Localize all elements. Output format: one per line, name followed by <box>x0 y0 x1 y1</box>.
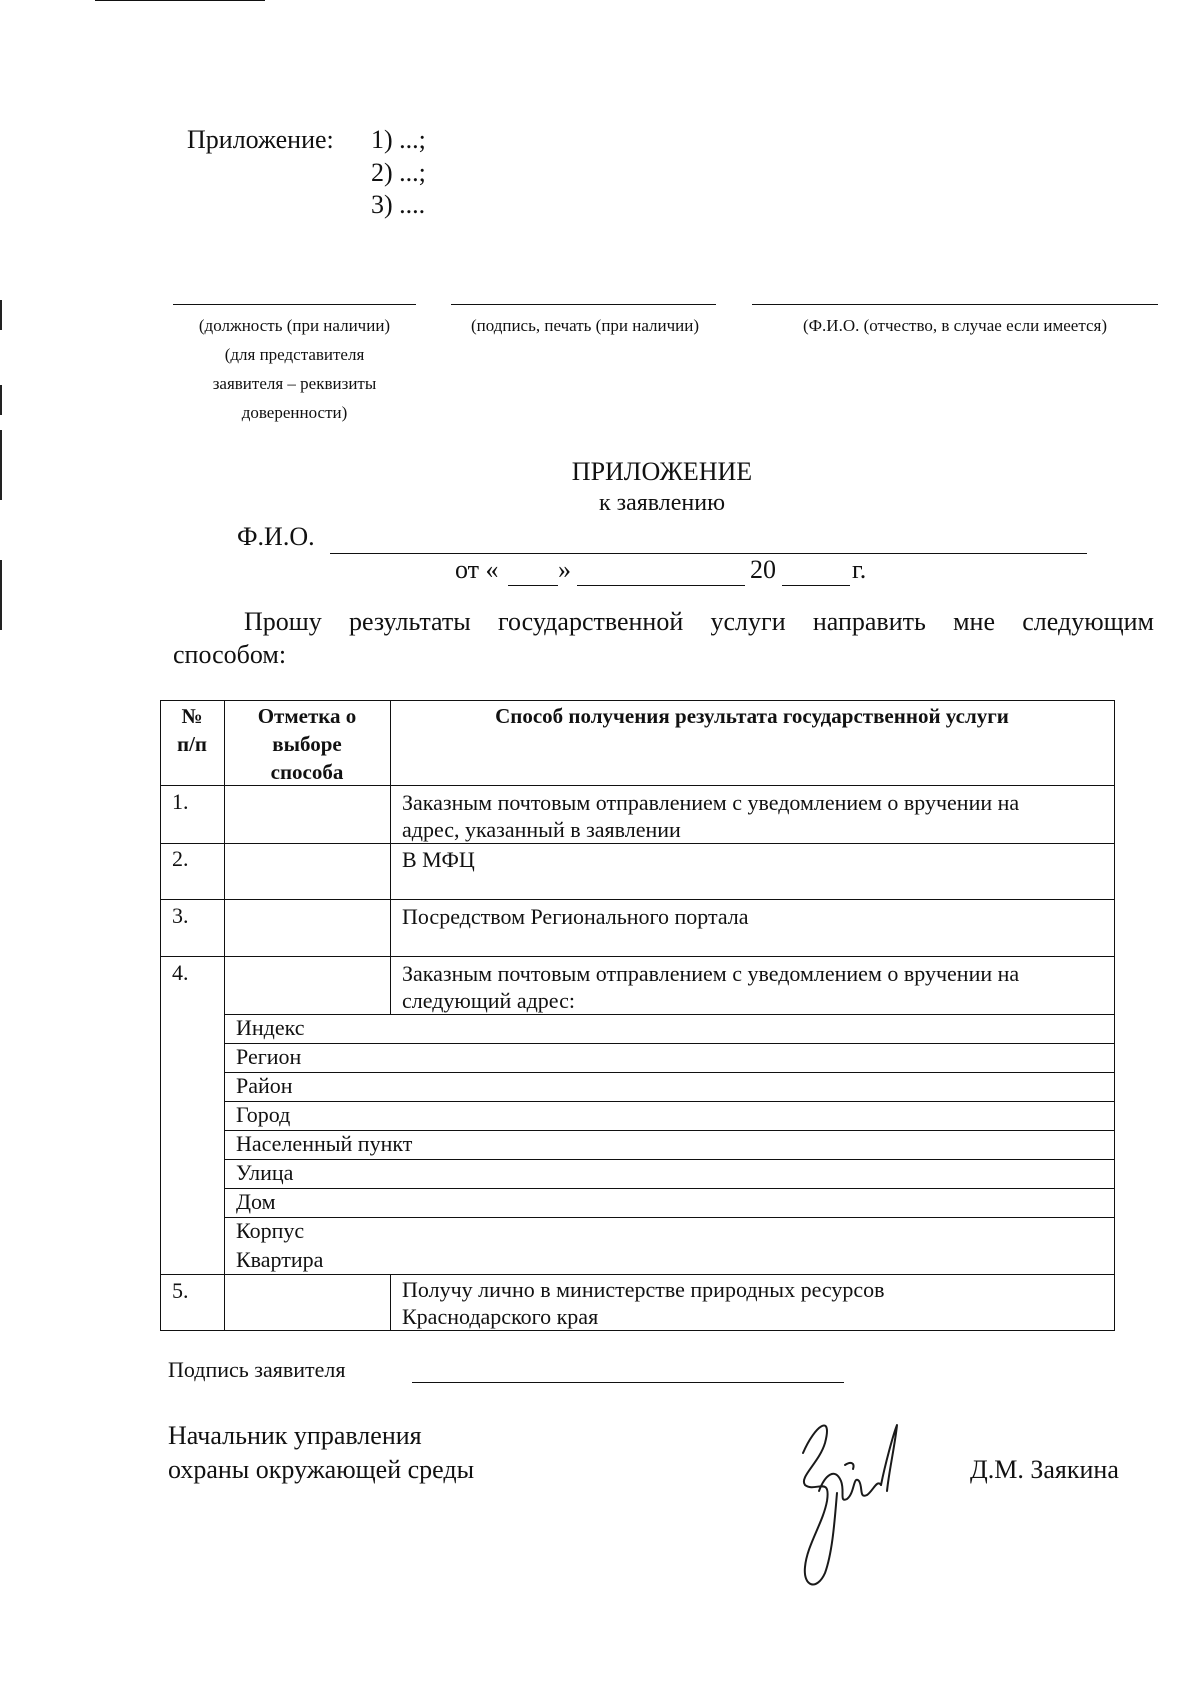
attachments-label: Приложение: <box>187 125 334 154</box>
applicant-signature-line <box>412 1382 844 1383</box>
fio-label: Ф.И.О. <box>237 522 315 551</box>
row-num: 2. <box>172 846 189 871</box>
table-border <box>1114 700 1115 1331</box>
table-border <box>224 1101 1115 1102</box>
address-field-city: Город <box>236 1102 291 1127</box>
row-num: 3. <box>172 903 189 928</box>
signature-line <box>451 304 716 305</box>
scan-mark <box>0 560 2 630</box>
applicant-signature-label: Подпись заявителя <box>168 1357 346 1382</box>
date-month-line <box>577 585 745 586</box>
row-num: 4. <box>172 960 189 985</box>
row-method: Получу лично в министерстве природных ресурсов Краснодарского края <box>402 1277 885 1329</box>
footer-name: Д.М. Заякина <box>970 1455 1119 1484</box>
fio-line <box>752 304 1158 305</box>
table-border <box>224 1072 1115 1073</box>
attachment-item-2: 2) ...; <box>371 158 426 187</box>
row-method: В МФЦ <box>402 847 475 872</box>
signature-caption: (подпись, печать (при наличии) <box>470 316 700 335</box>
row-mark-cell[interactable] <box>224 843 390 899</box>
address-field-district: Район <box>236 1073 293 1098</box>
table-border <box>224 1188 1115 1189</box>
address-field-region: Регион <box>236 1044 302 1069</box>
handwritten-signature <box>785 1405 915 1595</box>
row-mark-cell[interactable] <box>224 785 390 843</box>
header-method: Способ получения результата государственной услуги <box>495 704 1009 728</box>
delivery-method-table <box>160 700 1115 1331</box>
request-line-2: способом: <box>173 640 287 669</box>
address-field-building: Корпус <box>236 1218 305 1243</box>
date-suffix: г. <box>852 555 867 584</box>
scan-mark <box>0 385 2 415</box>
address-field-house: Дом <box>236 1189 276 1214</box>
fio-caption: (Ф.И.О. (отчество, в случае если имеется) <box>802 316 1108 335</box>
row-mark-cell[interactable] <box>224 899 390 956</box>
scan-mark <box>0 300 2 330</box>
row-method: Посредством Регионального портала <box>402 904 749 929</box>
row-mark-cell[interactable] <box>224 956 390 1014</box>
table-border <box>390 700 391 1014</box>
attachment-item-1: 1) ...; <box>371 125 426 154</box>
date-year: 20 <box>750 555 776 584</box>
request-line-1: Прошу результаты государственной услуги направить мне следующим <box>244 607 1154 636</box>
footer-position-2: охраны окружающей среды <box>168 1455 475 1484</box>
table-border <box>160 700 161 1331</box>
table-border <box>224 1217 1115 1218</box>
row-num: 5. <box>172 1278 189 1303</box>
header-num: № п/п <box>176 704 208 756</box>
appendix-subtitle: к заявлению <box>598 490 726 516</box>
row-method: Заказным почтовым отправлением с уведомлением о вручении на адрес, указанный в заявлении <box>402 790 1020 842</box>
table-border <box>224 1043 1115 1044</box>
top-line <box>95 0 265 1</box>
table-border <box>160 700 1115 701</box>
date-day-line <box>508 585 558 586</box>
date-year-line <box>782 585 850 586</box>
table-border <box>160 1330 1115 1331</box>
appendix-title: ПРИЛОЖЕНИЕ <box>571 457 753 486</box>
row-mark-cell[interactable] <box>224 1274 390 1330</box>
attachment-item-3: 3) .... <box>371 190 426 219</box>
header-mark: Отметка о выборе способа <box>257 704 357 784</box>
position-caption: (должность (при наличии) (для представителя заявителя – реквизиты доверенности) <box>198 316 391 422</box>
address-field-index: Индекс <box>236 1015 305 1040</box>
footer-position-1: Начальник управления <box>168 1421 422 1450</box>
row-method: Заказным почтовым отправлением с уведомлением о вручении на следующий адрес: <box>402 961 1020 1013</box>
address-field-apartment: Квартира <box>236 1247 324 1272</box>
table-border <box>390 1274 391 1331</box>
address-field-street: Улица <box>236 1160 294 1185</box>
table-border <box>224 1014 1115 1015</box>
table-border <box>224 1159 1115 1160</box>
date-quote: » <box>558 555 571 584</box>
date-from: от « <box>455 555 499 584</box>
position-line <box>173 304 416 305</box>
address-field-settlement: Населенный пункт <box>236 1131 413 1156</box>
fio-input-line <box>330 553 1087 554</box>
row-num: 1. <box>172 789 189 814</box>
